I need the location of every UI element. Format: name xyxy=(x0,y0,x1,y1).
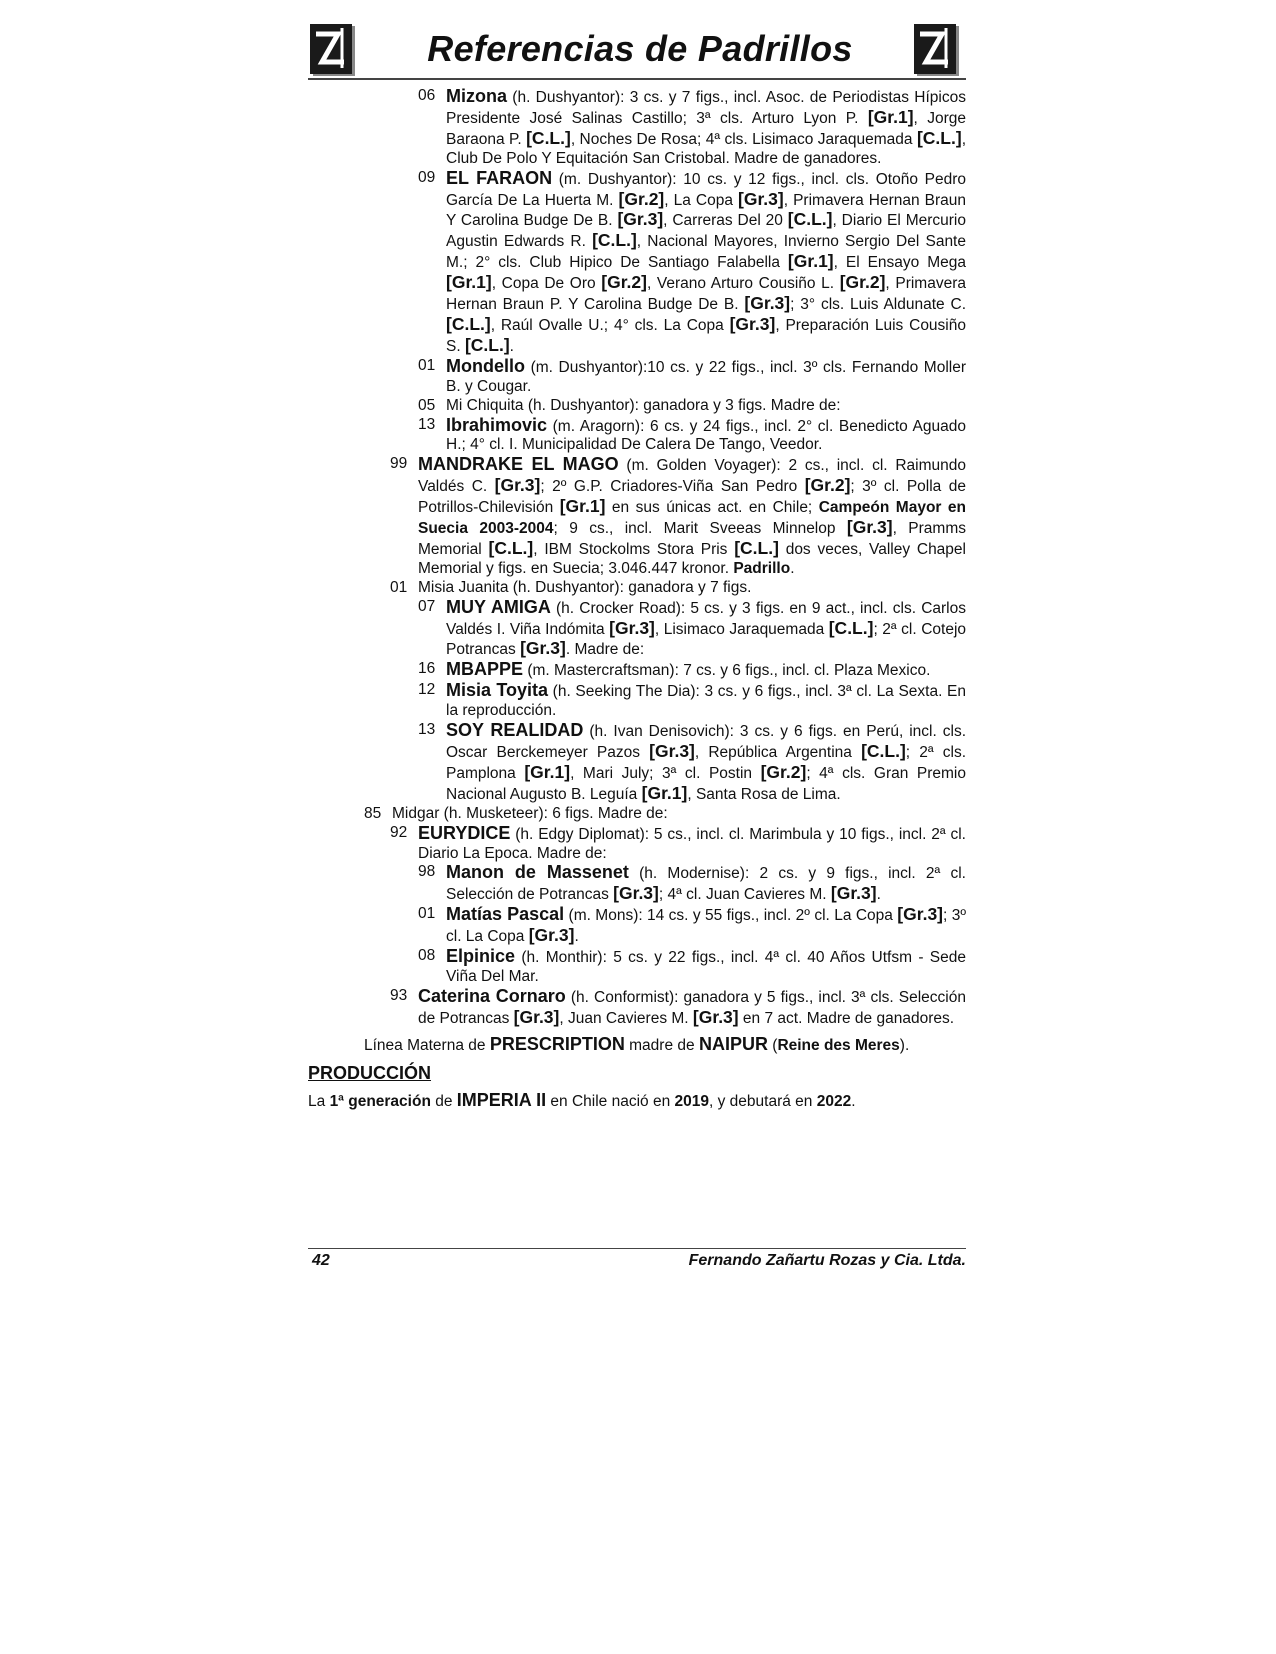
horse-name: MANDRAKE EL MAGO xyxy=(418,454,619,475)
year-number: 01 xyxy=(418,356,436,374)
pedigree-entry xyxy=(308,863,966,905)
text-run: ; 2ª cls. Pamplona xyxy=(446,744,967,782)
race-grade: [Gr.2] xyxy=(839,272,886,293)
race-grade: [Gr.2] xyxy=(760,761,807,782)
bold-text: 2019 xyxy=(674,1092,709,1110)
race-grade: [C.L.] xyxy=(464,334,510,355)
bold-text: Reine des Meres xyxy=(777,1036,900,1054)
text-run: (h. Conformist): ganadora y 5 figs., incl. 3ª cls. Selección de Potrancas xyxy=(418,988,966,1027)
year-number: 12 xyxy=(418,681,436,699)
text-run: , Diario El Mercurio Agustin Edwards R. xyxy=(446,212,966,251)
race-grade: [Gr.3] xyxy=(494,475,541,496)
text-run: , Jorge Baraona P. xyxy=(446,109,966,148)
horse-name: EL FARAON xyxy=(446,167,553,188)
race-grade: [C.L.] xyxy=(488,537,534,558)
race-grade: [C.L.] xyxy=(592,230,637,251)
race-grade: [Gr.1] xyxy=(446,272,492,293)
text-run: . xyxy=(574,928,579,946)
horse-name: NAIPUR xyxy=(698,1033,768,1054)
horse-name: Ibrahimovic xyxy=(446,414,548,435)
footer-rule xyxy=(308,1248,966,1249)
race-grade: [C.L.] xyxy=(446,313,491,334)
year-number: 01 xyxy=(390,578,408,596)
race-grade: [C.L.] xyxy=(828,617,874,638)
race-grade: [Gr.2] xyxy=(601,272,647,293)
pedigree-entry xyxy=(308,579,966,598)
race-grade: [Gr.3] xyxy=(520,638,566,659)
text-run: (h. Modernise): 2 cs. y 9 figs., incl. 2ª cl. Selección de Potrancas xyxy=(446,865,966,904)
text-run: en 7 act. Madre de ganadores. xyxy=(738,1009,955,1027)
text-run: ( xyxy=(767,1036,778,1054)
horse-name: Manon de Massenet xyxy=(446,862,629,883)
text-run: en Chile nació en xyxy=(546,1092,675,1110)
year-number: 92 xyxy=(390,823,408,841)
pedigree-entry xyxy=(308,169,966,357)
text-run: , Carreras Del 20 xyxy=(663,212,788,230)
pedigree-entry xyxy=(308,905,966,947)
text-run: (m. Dushyantor): 10 cs. y 12 figs., incl. cls. Otoño Pedro García De La Huerta M. xyxy=(446,170,966,209)
horse-name: Matías Pascal xyxy=(446,904,565,925)
text-run: , Nacional Mayores, Invierno Sergio Del Sante M.; 2° cls. Club Hipico De Santiago Falabella xyxy=(446,233,966,272)
text-run: ; 3º cl. La Copa xyxy=(446,907,966,946)
horse-name: EURYDICE xyxy=(418,822,511,843)
race-grade: [Gr.3] xyxy=(613,883,659,904)
horse-name: Elpinice xyxy=(446,946,516,967)
race-grade: [Gr.3] xyxy=(729,313,776,334)
text-run: Mi Chiquita (h. Dushyantor): ganadora y 3 figs. Madre de: xyxy=(446,396,841,414)
text-run: dos veces, Valley Chapel Memorial y figs. en Suecia; 3.046.447 kronor. xyxy=(418,540,966,577)
horse-name: Caterina Cornaro xyxy=(418,985,566,1006)
text-run: (h. Edgy Diplomat): 5 cs., incl. cl. Marimbula y 10 figs., incl. 2ª cl. Diario La Epoca. Madre de: xyxy=(418,825,966,862)
pedigree-entry xyxy=(308,455,966,578)
year-number: 99 xyxy=(390,455,408,473)
year-number: 06 xyxy=(418,87,436,104)
text-run: ). xyxy=(899,1036,910,1054)
year-number: 05 xyxy=(418,396,436,414)
race-grade: [C.L.] xyxy=(916,127,962,148)
bold-text: 1ª generación xyxy=(329,1092,431,1110)
text-run: (h. Crocker Road): 5 cs. y 3 figs. en 9 act., incl. cls. Carlos Valdés I. Viña Indómita xyxy=(446,599,966,638)
race-grade: [Gr.1] xyxy=(559,496,606,517)
year-number: 08 xyxy=(418,947,436,965)
horse-name: MUY AMIGA xyxy=(446,596,551,617)
race-grade: [Gr.3] xyxy=(846,517,893,538)
horse-name: PRESCRIPTION xyxy=(489,1033,625,1054)
race-grade: [Gr.3] xyxy=(649,741,695,761)
text-run: Línea Materna de xyxy=(364,1036,490,1054)
text-run: Midgar (h. Musketeer): 6 figs. Madre de: xyxy=(392,804,668,822)
page-number: 42 xyxy=(312,1252,330,1269)
header-rule xyxy=(308,78,966,80)
text-run: , Copa De Oro xyxy=(491,275,602,293)
pedigree-content xyxy=(308,87,966,1111)
text-run: (m. Mons): 14 cs. y 55 figs., incl. 2º cl. La Copa xyxy=(564,907,898,925)
text-run: , Noches De Rosa; 4ª cls. Lisimaco Jaraquemada xyxy=(570,130,917,148)
race-grade: [Gr.2] xyxy=(804,475,851,496)
text-run: , El Ensayo Mega xyxy=(833,254,966,272)
text-run: , Santa Rosa de Lima. xyxy=(687,785,841,803)
text-run: , Club De Polo Y Equitación San Cristobal. Madre de ganadores. xyxy=(446,130,966,167)
maternal-line-note xyxy=(308,1035,966,1056)
text-run: , Pramms Memorial xyxy=(418,520,967,558)
page-title: Referencias de Padrillos xyxy=(427,28,853,69)
logo-icon xyxy=(912,22,962,78)
pedigree-entry xyxy=(308,397,966,416)
horse-name: Mondello xyxy=(446,355,525,376)
text-run: (m. Mastercraftsman): 7 cs. y 6 figs., incl. cl. Plaza Mexico. xyxy=(523,662,931,680)
text-run: , Raúl Ovalle U.; 4° cls. La Copa xyxy=(490,316,730,334)
horse-name: IMPERIA II xyxy=(456,1089,547,1110)
text-run: . xyxy=(876,886,881,904)
race-grade: [Gr.1] xyxy=(787,251,834,272)
text-run: ; 2ª cl. Cotejo Potrancas xyxy=(446,620,967,659)
pedigree-entry xyxy=(308,660,966,681)
year-number: 13 xyxy=(418,721,436,739)
race-grade: [C.L.] xyxy=(787,209,833,230)
text-run: ; 2º G.P. Criadores-Viña San Pedro xyxy=(540,478,805,496)
horse-name: MBAPPE xyxy=(446,659,524,680)
text-run: . xyxy=(509,337,514,355)
race-grade: [C.L.] xyxy=(526,127,571,148)
text-run: La xyxy=(308,1092,330,1110)
pedigree-entry xyxy=(308,681,966,721)
text-run: . xyxy=(851,1092,856,1110)
text-run: (h. Seeking The Dia): 3 cs. y 6 figs., incl. 3ª cl. La Sexta. En la reproducción. xyxy=(446,683,966,720)
pedigree-entry xyxy=(308,947,966,987)
text-run: , Primavera Hernan Braun Y Carolina Budge De B. xyxy=(446,191,967,230)
production-heading: PRODUCCIÓN xyxy=(308,1062,432,1083)
text-run: en sus únicas act. en Chile; xyxy=(605,499,819,517)
pedigree-entry xyxy=(308,598,966,661)
year-number: 93 xyxy=(390,986,408,1004)
logo-icon xyxy=(308,22,358,78)
text-run: (m. Dushyantor):10 cs. y 22 figs., incl. 3º cls. Fernando Moller B. y Cougar. xyxy=(446,358,966,395)
pedigree-entry xyxy=(308,824,966,864)
year-number: 16 xyxy=(418,660,436,678)
race-grade: [Gr.3] xyxy=(830,883,877,904)
text-run: (h. Ivan Denisovich): 3 cs. y 6 figs. en Perú, incl. cls. Oscar Berckemeyer Pazos xyxy=(446,723,967,761)
bold-text: Padrillo xyxy=(733,559,791,577)
text-run: , IBM Stockolms Stora Pris xyxy=(533,540,735,558)
text-run: (h. Dushyantor): 3 cs. y 7 figs., incl. Asoc. de Periodistas Hípicos Presidente José Salinas Castillo; 3ª cls. Arturo Lyon P. xyxy=(446,89,966,127)
year-number: 98 xyxy=(418,863,436,881)
year-number: 09 xyxy=(418,168,436,186)
race-grade: [Gr.3] xyxy=(897,904,944,925)
text-run: , Juan Cavieres M. xyxy=(559,1009,693,1027)
text-run: , Verano Arturo Cousiño L. xyxy=(646,275,840,293)
text-run: ; 9 cs., incl. Marit Sveeas Minnelop xyxy=(553,520,847,538)
text-run: , República Argentina xyxy=(694,744,862,761)
pedigree-entry xyxy=(308,416,966,456)
text-run: ; 4ª cls. Gran Premio Nacional Augusto B. Leguía xyxy=(446,764,966,803)
bold-text: Campeón Mayor en Suecia 2003-2004 xyxy=(418,499,967,538)
race-grade: [Gr.3] xyxy=(692,1006,739,1027)
horse-name: Misia Toyita xyxy=(446,680,549,701)
text-run: , Preparación Luis Cousiño S. xyxy=(446,316,966,355)
text-run: de xyxy=(430,1092,457,1110)
race-grade: [Gr.3] xyxy=(528,925,575,946)
text-run: , Lisimaco Jaraquemada xyxy=(654,620,829,638)
year-number: 13 xyxy=(418,415,436,433)
race-grade: [Gr.3] xyxy=(609,617,655,638)
pedigree-entry xyxy=(308,721,966,805)
text-run: , y debutará en xyxy=(709,1092,817,1110)
year-number: 85 xyxy=(364,804,382,822)
text-run: (m. Golden Voyager): 2 cs., incl. cl. Raimundo Valdés C. xyxy=(418,457,967,496)
text-run: , Mari July; 3ª cl. Postin xyxy=(570,764,761,782)
race-grade: [Gr.3] xyxy=(744,293,791,314)
text-run: , La Copa xyxy=(664,191,739,209)
pedigree-entry xyxy=(308,87,966,169)
text-run: madre de xyxy=(624,1036,699,1054)
race-grade: [Gr.2] xyxy=(618,188,665,209)
text-run: , Primavera Hernan Braun P. Y Carolina Budge De B. xyxy=(446,275,966,314)
text-run: . xyxy=(790,559,795,577)
footer-company: Fernando Zañartu Rozas y Cia. Ltda. xyxy=(688,1252,966,1269)
race-grade: [Gr.1] xyxy=(524,761,571,782)
year-number: 01 xyxy=(418,905,436,923)
pedigree-entry xyxy=(308,805,966,824)
text-run: ; 3º cl. Polla de Potrillos-Chilevisión xyxy=(418,478,966,517)
race-grade: [C.L.] xyxy=(861,741,906,761)
horse-name: SOY REALIDAD xyxy=(446,720,584,741)
race-grade: [Gr.1] xyxy=(641,782,688,803)
horse-name: Mizona xyxy=(446,86,507,106)
text-run: (m. Aragorn): 6 cs. y 24 figs., incl. 2° cl. Benedicto Aguado H.; 4° cl. I. Municipalidad De Calera De Tango, Veedor. xyxy=(446,417,966,454)
race-grade: [Gr.3] xyxy=(617,209,664,230)
race-grade: [Gr.3] xyxy=(738,188,784,209)
text-run: Misia Juanita (h. Dushyantor): ganadora y 7 figs. xyxy=(418,578,752,596)
race-grade: [Gr.1] xyxy=(867,106,914,127)
production-text xyxy=(308,1091,966,1112)
bold-text: 2022 xyxy=(816,1092,852,1110)
text-run: (h. Monthir): 5 cs. y 22 figs., incl. 4ª cl. 40 Años Utfsm - Sede Viña Del Mar. xyxy=(446,949,966,985)
race-grade: [C.L.] xyxy=(734,537,779,558)
race-grade: [Gr.3] xyxy=(513,1006,560,1027)
text-run: ; 3° cls. Luis Aldunate C. xyxy=(790,296,966,314)
year-number: 07 xyxy=(418,597,436,615)
pedigree-entry xyxy=(308,987,966,1029)
text-run: . Madre de: xyxy=(565,641,645,659)
pedigree-entries xyxy=(308,87,966,1029)
pedigree-entry xyxy=(308,357,966,397)
text-run: ; 4ª cl. Juan Cavieres M. xyxy=(658,886,831,904)
